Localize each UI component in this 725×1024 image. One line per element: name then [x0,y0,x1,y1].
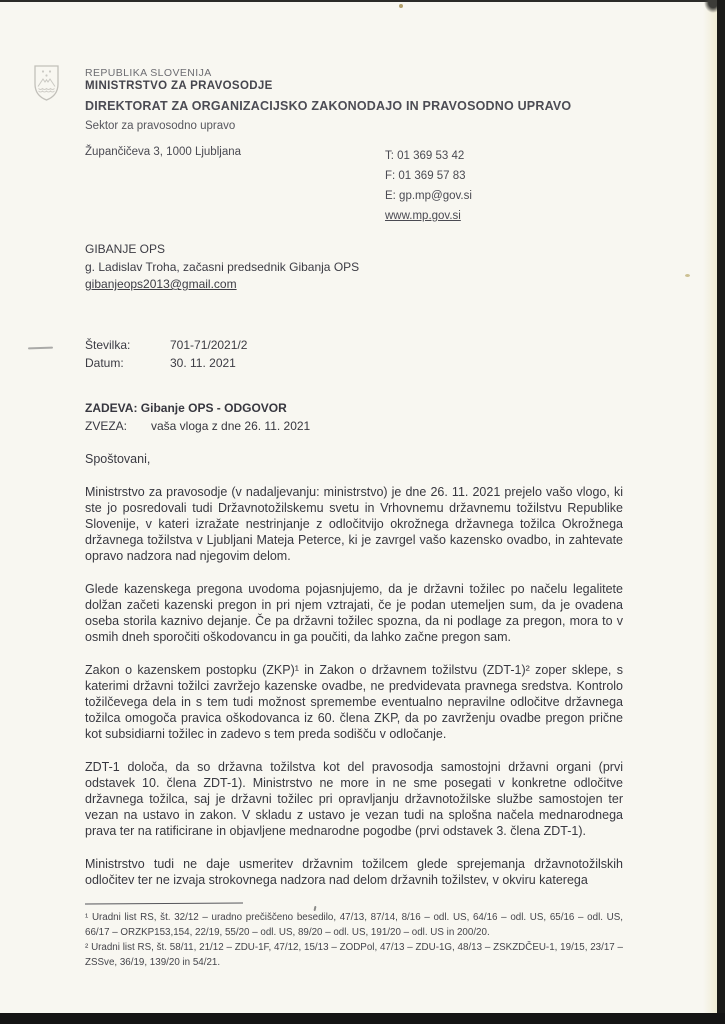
letterhead-email: E: gp.mp@gov.si [385,190,472,202]
footnote-separator [85,902,243,904]
letterhead-contacts [385,146,472,226]
scan-edge-top [0,0,725,2]
scan-edge-right [717,0,725,1024]
scan-artifact-dot [399,4,403,8]
scan-edge-bottom [0,1013,725,1024]
regarding-value: vaša vloga z dne 26. 11. 2021 [151,418,311,433]
subject-line: ZADEVA: Gibanje OPS - ODGOVOR [85,401,287,415]
salutation: Spoštovani, [85,452,151,466]
letterhead-sector: Sektor za pravosodno upravo [85,120,236,132]
paragraph-5: Ministrstvo tudi ne daje usmeritev državnim tožilcem glede sprejemanja državnotožilskih odločitev ter ne izvaja strokovnega nadzora nad delom državnih tožilstev, v okviru katerega [85,857,623,887]
scan-edge-tint [703,0,717,1024]
subject-block [85,400,310,435]
letterhead-fax: F: 01 369 57 83 [385,170,466,182]
reference-number-label: Številka: [85,338,131,352]
recipient-organization: GIBANJE OPS [85,242,166,256]
letterhead-website: www.mp.gov.si [385,210,461,222]
letterhead-directorate: DIREKTORAT ZA ORGANIZACIJSKO ZAKONODAJO IN PRAVOSODNO UPRAVO [85,99,572,113]
reference-date-value: 30. 11. 2021 [170,356,236,370]
slovenia-coat-of-arms-icon [33,65,60,101]
scan-artifact-dash [28,347,53,350]
letterhead-address: Župančičeva 3, 1000 Ljubljana [85,146,242,158]
scan-corner-mark [704,0,717,13]
recipient-person: g. Ladislav Troha, začasni predsednik Gibanja OPS [85,259,360,274]
reference-date-row [85,354,247,372]
recipient-email: gibanjeops2013@gmail.com [85,277,237,291]
paragraph-2: Glede kazenskega pregona uvodoma pojasnjujemo, da je državni tožilec po načelu legalitete dolžan začeti kazenski pregon in pri njem vztrajati, če je podan utemeljen sum, da je ovadena oseba storila kaznivo dejanje. Če pa državni tožilec spozna, da ni podlage za pregon, mora to v osmih dneh sporočiti oškodovancu in ga poučiti, da lahko začne pregon sam. [85,582,623,644]
letterhead-country: REPUBLIKA SLOVENIJA [85,67,212,79]
footnote-2: ² Uradni list RS, št. 58/11, 21/12 – ZDU-1F, 47/12, 15/13 – ZODPol, 47/13 – ZDU-1G, 48/13 – ZSKZDČEU-1, 19/15, 23/17 – ZSSve, 36/19, 139/20 in 54/21. [85,942,623,968]
reference-block [85,336,247,372]
reference-date-label: Datum: [85,356,124,370]
footnote-1: ¹ Uradni list RS, št. 32/12 – uradno prečiščeno besedilo, 47/13, 87/14, 8/16 – odl. US, 64/16 – odl. US, 65/16 – odl. US, 66/17 – ORZKP153,154, 22/19, 55/20 – odl. US, 89/20 – odl. US, 191/20 – odl. US in 200/20. [85,912,623,938]
reference-number-value: 701-71/2021/2 [170,338,248,352]
footnotes-block [85,903,623,970]
paragraph-4: ZDT-1 določa, da so državna tožilstva kot del pravosodja samostojni državni organi (prvi odstavek 10. člena ZDT-1). Ministrstvo ne more in ne sme posegati v konkretne odločitve državnega tožilca, saj je državni tožilec pri opravljanju državnotožilske službe samostojen ter vezan na ustavo in zakon. V skladu z ustavo je vezan tudi na splošna načela mednarodnega prava ter na ratificirane in objavljene mednarodne pogodbe (prvi odstavek 3. člena ZDT-1). [85,760,623,838]
letterhead-phone: T: 01 369 53 42 [385,150,465,162]
regarding-line [85,418,310,436]
paragraph-1: Ministrstvo za pravosodje (v nadaljevanju: ministrstvo) je dne 26. 11. 2021 prejelo vašo vlogo, ki ste jo posredovali tudi Državnotožilskemu svetu in Vrhovnemu državnemu tožilstvu Republike Slovenije, v kateri izražate nestrinjanje z odločitvijo okrožnega državnega tožilca Okrožnega državnega tožilstva v Ljubljani Mateja Peterce, ki je zavrgel vašo kazensko ovadbo, in zahtevate opravo nadzora nad njegovim delom. [85,485,623,563]
paragraph-3: Zakon o kazenskem postopku (ZKP)¹ in Zakon o državnem tožilstvu (ZDT-1)² zoper sklepe, s katerimi državni tožilci zavržejo kazenske ovadbe, ne predvidevata pravnega sredstva. Kontrolo tožilčevega dela in s tem tudi možnost spremembe eventualno nepravilne odločitve državnega tožilca omogoča pravica oškodovanca iz 60. člena ZKP, da po zavrženju ovadbe pregon prične kot subsidiarni tožilec in zadevo s tem preda sodišču v odločanje. [85,663,623,741]
recipient-block [85,241,359,294]
scan-artifact-dot [685,274,690,277]
letterhead-ministry: MINISTRSTVO ZA PRAVOSODJE [85,80,273,92]
reference-number-row [85,336,247,354]
regarding-label: ZVEZA: [85,418,128,433]
letter-body [85,484,623,905]
